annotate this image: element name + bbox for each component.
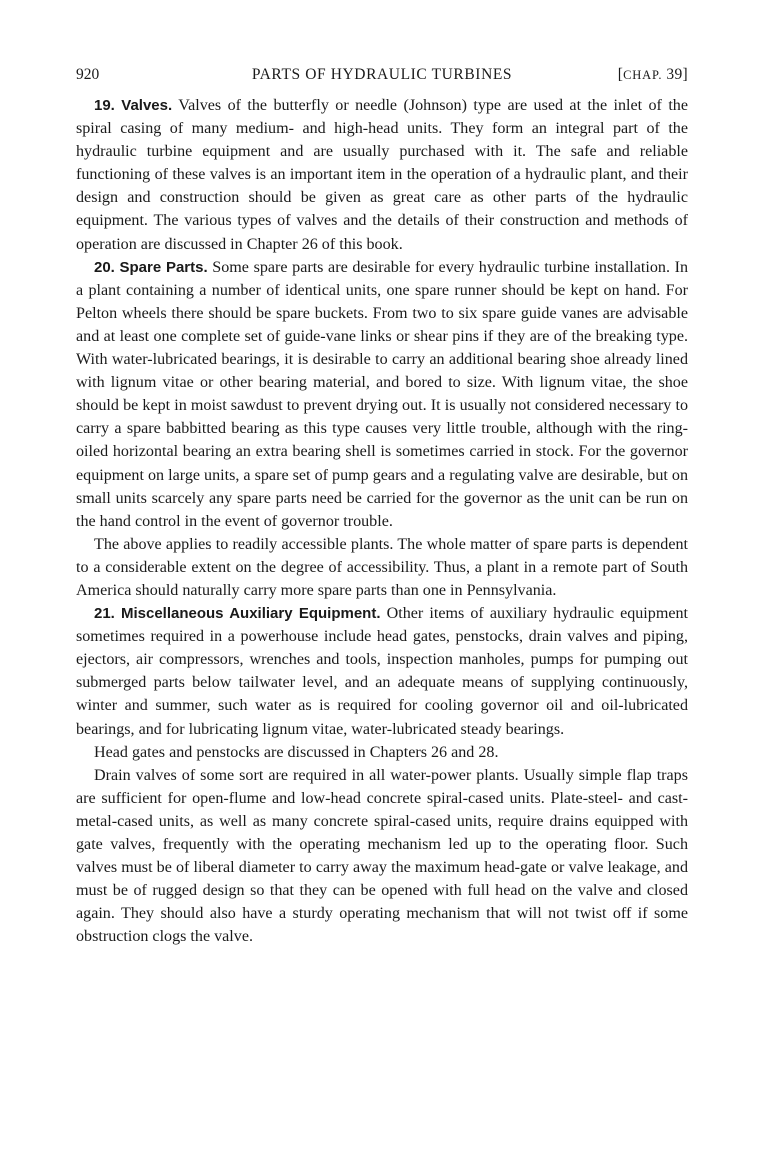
paragraph-text: Other items of auxiliary hydraulic equipment sometimes required in a powerhouse include head gates, penstocks, drain valves and piping, ejectors, air compressors, wrenches and tools, inspection manholes, pumps for pumping out submerged parts below tailwater level, and an adequate means of supplying continuously, winter and summer, such water as is required for cooling governor oil and oil-lubricated bearings, and for lubricating lignum vitae, water-lubricated steady bearings. [76, 605, 689, 738]
section-20-paragraph [76, 256, 688, 533]
section-21-paragraph [76, 602, 688, 741]
running-head [76, 66, 688, 90]
paragraph-text: Valves of the butterfly or needle (Johnson) type are used at the inlet of the spiral casing of many medium- and high-head units. They form an integral part of the hydraulic turbine equipment and are usually purchased with it. The safe and reliable functioning of these valves is an important item in the operation of a hydraulic plant, and their design and construction should be given as great care as other parts of the hydraulic equipment. The various types of valves and the details of their construction and methods of operation are discussed in Chapter 26 of this book. [76, 97, 688, 253]
chapter-reference [618, 66, 688, 84]
section-21-paragraph-3: Drain valves of some sort are required in all water-power plants. Usually simple flap traps are sufficient for open-flume and low-head concrete spiral-cased units. Plate-steel- and cast-metal-cased units, as well as many concrete spiral-cased units, require drains equipped with gate valves, frequently with the operating mechanism led up to the operating floor. Such valves must be of liberal diameter to carry away the maximum head-gate or valve leakage, and must be of rugged design so that they can be opened with full head on the valve and closed again. They should also have a sturdy operating mechanism that will not twist off if some obstruction clogs the valve. [76, 766, 688, 946]
section-19-paragraph [76, 94, 688, 256]
section-21-paragraph-2: Head gates and penstocks are discussed in Chapters 26 and 28. [94, 743, 499, 761]
chapter-label: CHAP. [623, 68, 663, 82]
running-title: PARTS OF HYDRAULIC TURBINES [251, 66, 513, 83]
book-page [76, 66, 688, 948]
chapter-open-bracket: [ [617, 66, 624, 83]
page-number: 920 [76, 66, 100, 83]
body-text [76, 94, 688, 948]
section-20-paragraph-2: The above applies to readily accessible plants. The whole matter of spare parts is dependent to a considerable extent on the degree of accessibility. Thus, a plant in a remote part of South America should naturally carry more spare parts than one in Pennsylvania. [76, 535, 688, 599]
section-title: Valves. [121, 97, 173, 114]
section-title: Miscellaneous Auxiliary Equipment. [120, 605, 381, 623]
section-number: 19. [94, 97, 115, 114]
chapter-number: 39] [662, 66, 688, 83]
section-number: 20. [94, 258, 115, 276]
section-title: Spare Parts. [119, 258, 208, 276]
paragraph-text: Some spare parts are desirable for every hydraulic turbine installation. In a plant containing a number of identical units, one spare runner should be kept on hand. For Pelton wheels there should be spare buckets. From two to six spare guide vanes are advisable and at least one complete set of guide-vane links or shear pins if they are of the breaking type. With water-lubricated bearings, it is desirable to carry an additional bearing shoe already lined with lignum vitae or other bearing material, and bored to size. With lignum vitae, the shoe should be kept in moist sawdust to prevent drying out. It is usually not considered necessary to carry a spare babbitted bearing as this type causes very little trouble, although with the ring-oiled horizontal bearing an extra bearing shell is sometimes carried in stock. For the governor equipment on large units, a spare set of pump gears and a regulating valve are desirable, but on small units scarcely any spare parts need be carried for the governor as the unit can be run on the hand control in the event of governor trouble. [76, 258, 688, 530]
section-number: 21. [94, 605, 115, 623]
